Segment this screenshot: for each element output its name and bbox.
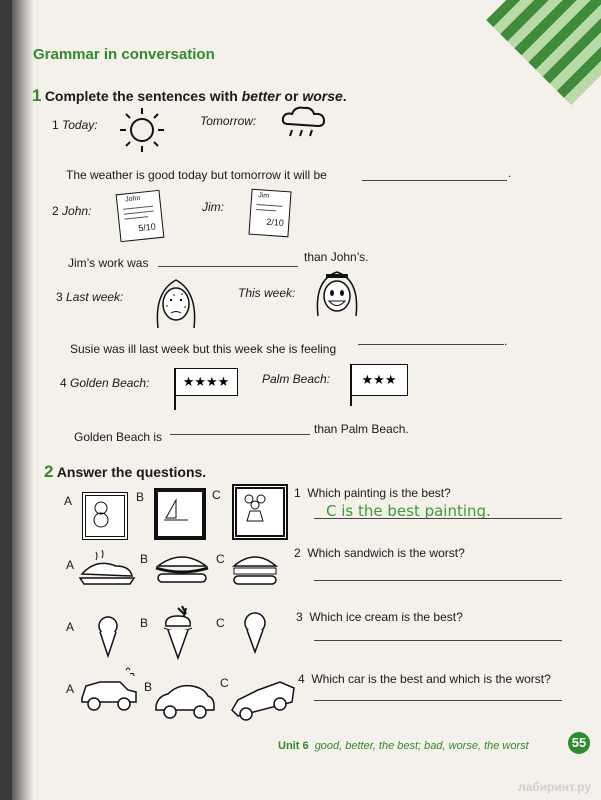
item-3-sentence: Susie was ill last week but this week she is feeling	[70, 342, 337, 356]
exercise-2-number: 2	[44, 462, 54, 481]
palm-beach-flag: ★★★	[350, 364, 408, 396]
question-4: 4 Which car is the best and which is the worst?	[298, 672, 551, 686]
question-1: 1 Which painting is the best?	[294, 486, 451, 500]
footer-unit-text: Unit 6 good, better, the best; bad, worse, the worst	[278, 740, 529, 752]
item-2-label: 2 John:	[52, 204, 92, 218]
item-2-right-label: Jim:	[202, 200, 224, 214]
answer-3-line[interactable]	[314, 640, 562, 641]
happy-girl-icon	[312, 266, 362, 324]
sun-icon	[116, 106, 168, 154]
item-1-answer-line[interactable]	[362, 180, 507, 181]
sandwich-a-icon	[76, 548, 138, 588]
item-2-answer-line[interactable]	[158, 266, 298, 267]
item-2-sentence: Jim’s work was	[68, 256, 149, 270]
item-3-answer-line[interactable]	[358, 344, 504, 345]
item-4-label: 4 Golden Beach:	[60, 376, 150, 390]
sandwich-c-icon	[230, 548, 280, 588]
ice-cream-c-icon	[240, 610, 270, 654]
item-1-label: 1 Today:	[52, 118, 98, 132]
painting-c	[232, 484, 288, 540]
item-4-answer-line[interactable]	[170, 434, 310, 435]
page-gutter-shadow	[12, 0, 34, 800]
sailboat-icon	[158, 492, 194, 528]
item-3-right-label: This week:	[238, 286, 296, 300]
homework-sheet-jim: Jim 2/10	[248, 189, 291, 238]
item-1-sentence: The weather is good today but tomorrow it will be	[66, 168, 327, 182]
sick-girl-icon	[152, 272, 200, 334]
answer-2-line[interactable]	[314, 580, 562, 581]
flowers-icon	[237, 489, 273, 525]
exercise-2-title: 2 Answer the questions.	[44, 462, 207, 481]
section-heading: Grammar in conversation	[33, 46, 215, 63]
answer-1-handwritten: C is the best painting.	[326, 502, 491, 520]
question-3: 3 Which ice cream is the best?	[296, 610, 463, 624]
flag-pole-left	[174, 368, 176, 410]
car-b-icon	[152, 680, 218, 720]
flag-pole-right	[350, 364, 352, 406]
ice-cream-a-icon	[94, 614, 122, 658]
item-4-right-label: Palm Beach:	[262, 372, 331, 386]
exercise-1-title: 1 Complete the sentences with better or worse.	[32, 86, 347, 105]
painting-b	[154, 488, 206, 540]
watermark: лабиринт.ру	[517, 780, 591, 794]
page-number-badge: 55	[568, 732, 590, 754]
question-2: 2 Which sandwich is the worst?	[294, 546, 465, 560]
worksheet-page: Grammar in conversation 1 Complete the sentences with better or worse. 1 Today: Tomorrow: The weather is good today but tomorrow it will be . 2 John: John 5/10 Jim: Jim 2/10 Jim’s work was than John’s. 3 Last week: This week: Susie was ill last week but this week she is feeling . 4 Golden Beach: ★★★★ Palm Beach: ★★★ Golden Beach is than Palm Beach. 2 Answer the questions. A B C 1 Which painting is the best? C is the best painting. A B C 2 Which sandwich is the worst? A B C 3 Which ice cream is the best? A B C 4 Which car is the best and which is the worst? Unit 6 good, better, the best; bad, worse, the worst 55 лабиринт.ру	[12, 0, 601, 800]
car-a-icon	[76, 664, 142, 714]
answer-1-line[interactable]	[314, 518, 562, 519]
exercise-1-number: 1	[32, 86, 42, 105]
sandwich-b-icon	[152, 548, 212, 588]
homework-sheet-john: John 5/10	[116, 190, 165, 242]
golden-beach-flag: ★★★★	[174, 368, 238, 396]
item-4-sentence: Golden Beach is	[74, 430, 163, 444]
answer-4-line[interactable]	[314, 700, 562, 701]
item-1-right-label: Tomorrow:	[200, 114, 257, 128]
painting-a	[82, 492, 128, 540]
car-c-icon	[228, 674, 298, 722]
rain-cloud-icon	[278, 104, 332, 142]
item-3-label: 3 Last week:	[56, 290, 124, 304]
ice-cream-b-icon	[158, 604, 198, 660]
corner-stripes	[486, 0, 601, 105]
teddy-icon	[86, 496, 116, 528]
